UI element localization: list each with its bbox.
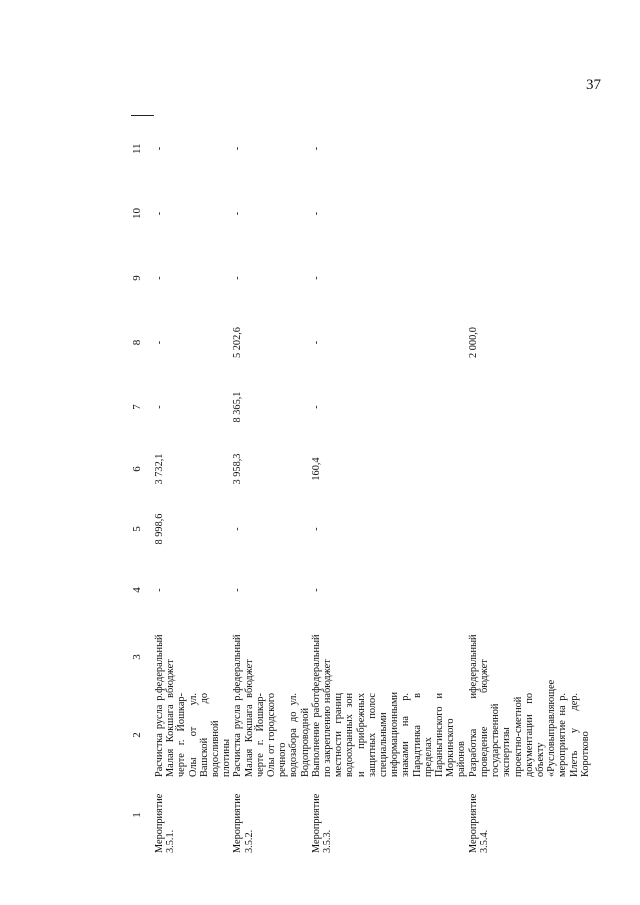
value-cell: - <box>154 340 165 345</box>
header-cell: 11 <box>131 116 154 181</box>
table-row <box>154 116 232 853</box>
header-cell: 1 <box>131 812 143 818</box>
value-cell: - <box>310 588 322 592</box>
value-cell <box>468 375 591 439</box>
measure-description: Расчистка русла р. Малая Кокшага в черте г. Йошкар-Олы от ул. Вашской до водосливной плотины <box>154 693 233 777</box>
value-cell <box>468 559 591 621</box>
program-measures-table <box>131 116 591 854</box>
measure-id: Мероприятие 3.5.4. <box>467 793 490 853</box>
funding-source: федеральный бюджет <box>154 634 177 693</box>
value-cell: - <box>232 276 244 280</box>
value-cell: - <box>232 211 244 216</box>
value-cell: 8 998,6 <box>154 513 165 545</box>
value-cell: 3 732,1 <box>154 453 165 485</box>
header-cell: 8 <box>131 339 143 346</box>
value-cell: 160,4 <box>310 457 322 481</box>
value-cell <box>468 181 591 246</box>
table-row <box>311 116 468 853</box>
value-cell: - <box>310 211 322 216</box>
value-cell: - <box>310 527 322 531</box>
measure-description: Расчистка русла р. Малая Кокшага в черте г. Йошкар-Олы от городского речного водозабора до ул. Водопроводной <box>232 693 311 777</box>
measure-description: Разработка и проведение государственной экспертизы проектно-сметной документации по объекту «Русловыправляющее мероприятие на р. Илеть у дер. Коротково <box>467 679 591 777</box>
value-cell: 3 958,3 <box>232 453 244 485</box>
header-cell: 7 <box>131 404 143 410</box>
header-cell: 10 <box>131 208 143 219</box>
table-row <box>468 116 591 853</box>
header-row <box>131 116 154 853</box>
measure-id: Мероприятие 3.5.2. <box>232 793 255 853</box>
value-cell: 8 365,1 <box>232 391 244 423</box>
header-cell: 5 <box>131 526 143 532</box>
header-cell: 9 <box>131 275 143 281</box>
value-cell: 5 202,6 <box>232 327 244 358</box>
value-cell: - <box>232 146 244 151</box>
page-number: 37 <box>586 77 601 93</box>
header-cell: 3 <box>131 654 143 660</box>
funding-source: федеральный бюджет <box>467 634 490 693</box>
measure-description: Выполнение работ по закреплению на местности границ водоохранных зон и прибрежных защитных полос специальными информационными знаками на р. Парадтинка в пределах Параньгинского и Моркинского районов <box>310 692 468 777</box>
measure-id: Мероприятие 3.5.3. <box>310 793 334 853</box>
value-cell: - <box>310 340 322 345</box>
funding-source: федеральный бюджет <box>310 634 334 693</box>
table-row <box>232 116 310 853</box>
value-cell: - <box>232 527 244 531</box>
value-cell: - <box>154 588 165 592</box>
value-cell: - <box>154 146 165 151</box>
header-cell: 6 <box>131 466 143 472</box>
value-cell <box>468 499 591 559</box>
value-cell: - <box>310 276 322 280</box>
value-cell <box>468 116 591 181</box>
measure-id: Мероприятие 3.5.1. <box>154 793 177 853</box>
header-cell: 2 <box>131 732 143 738</box>
header-cell: 4 <box>131 587 143 593</box>
funding-source: федеральный бюджет <box>232 634 255 693</box>
value-cell <box>468 246 591 310</box>
value-cell: - <box>310 146 322 151</box>
value-cell: - <box>154 276 165 280</box>
value-cell: - <box>154 211 165 216</box>
value-cell: - <box>154 405 165 409</box>
value-cell: - <box>232 588 244 592</box>
value-cell: 2 000,0 <box>467 327 479 358</box>
value-cell <box>468 439 591 499</box>
value-cell: - <box>310 405 322 409</box>
rotated-table-container <box>131 116 636 853</box>
